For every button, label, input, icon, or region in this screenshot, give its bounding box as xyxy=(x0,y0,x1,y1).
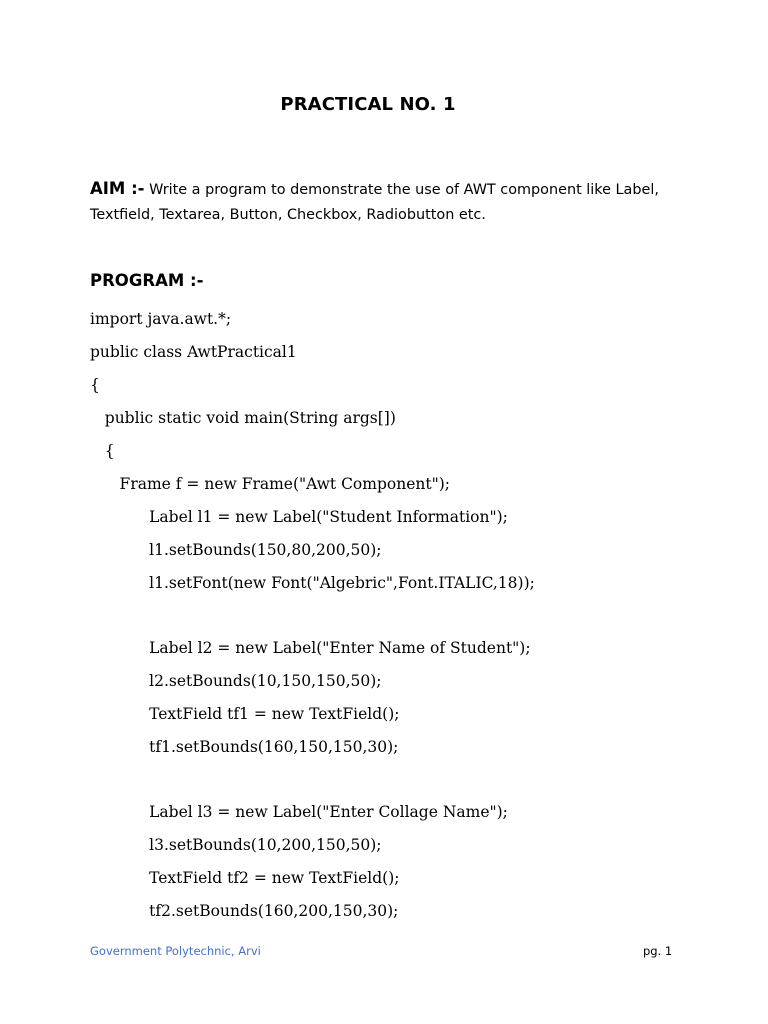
code-line: public static void main(String args[]) xyxy=(90,409,396,427)
code-line: l1.setBounds(150,80,200,50); xyxy=(90,541,382,559)
code-line: tf1.setBounds(160,150,150,30); xyxy=(90,738,399,756)
code-line: TextField tf1 = new TextField(); xyxy=(90,705,400,723)
code-line: l1.setFont(new Font("Algebric",Font.ITALIC,18)); xyxy=(90,574,535,592)
code-line: { xyxy=(90,376,100,394)
code-line: Frame f = new Frame("Awt Component"); xyxy=(90,475,450,493)
code-line: l3.setBounds(10,200,150,50); xyxy=(90,836,382,854)
program-heading: PROGRAM :- xyxy=(90,271,204,290)
code-line: tf2.setBounds(160,200,150,30); xyxy=(90,902,399,920)
code-line: l2.setBounds(10,150,150,50); xyxy=(90,672,382,690)
code-line: { xyxy=(90,442,115,460)
code-line: TextField tf2 = new TextField(); xyxy=(90,869,400,887)
code-line: Label l1 = new Label("Student Information"); xyxy=(90,508,508,526)
aim-text: Write a program to demonstrate the use of AWT component like Label, Textfield, Textarea, Button, Checkbox, Radiobutton etc. xyxy=(90,182,659,223)
code-line xyxy=(90,767,710,799)
aim-label: AIM :- xyxy=(90,179,145,198)
code-listing xyxy=(90,306,710,931)
page-title: PRACTICAL NO. 1 xyxy=(280,94,456,115)
code-line: public class AwtPractical1 xyxy=(90,343,297,361)
aim-paragraph xyxy=(90,176,690,228)
code-line: Label l3 = new Label("Enter Collage Name"); xyxy=(90,803,508,821)
footer-institution: Government Polytechnic, Arvi xyxy=(90,944,261,958)
footer-page-number: pg. 1 xyxy=(643,944,673,958)
code-line: Label l2 = new Label("Enter Name of Student"); xyxy=(90,639,531,657)
code-line xyxy=(90,603,710,635)
code-line: import java.awt.*; xyxy=(90,310,232,328)
